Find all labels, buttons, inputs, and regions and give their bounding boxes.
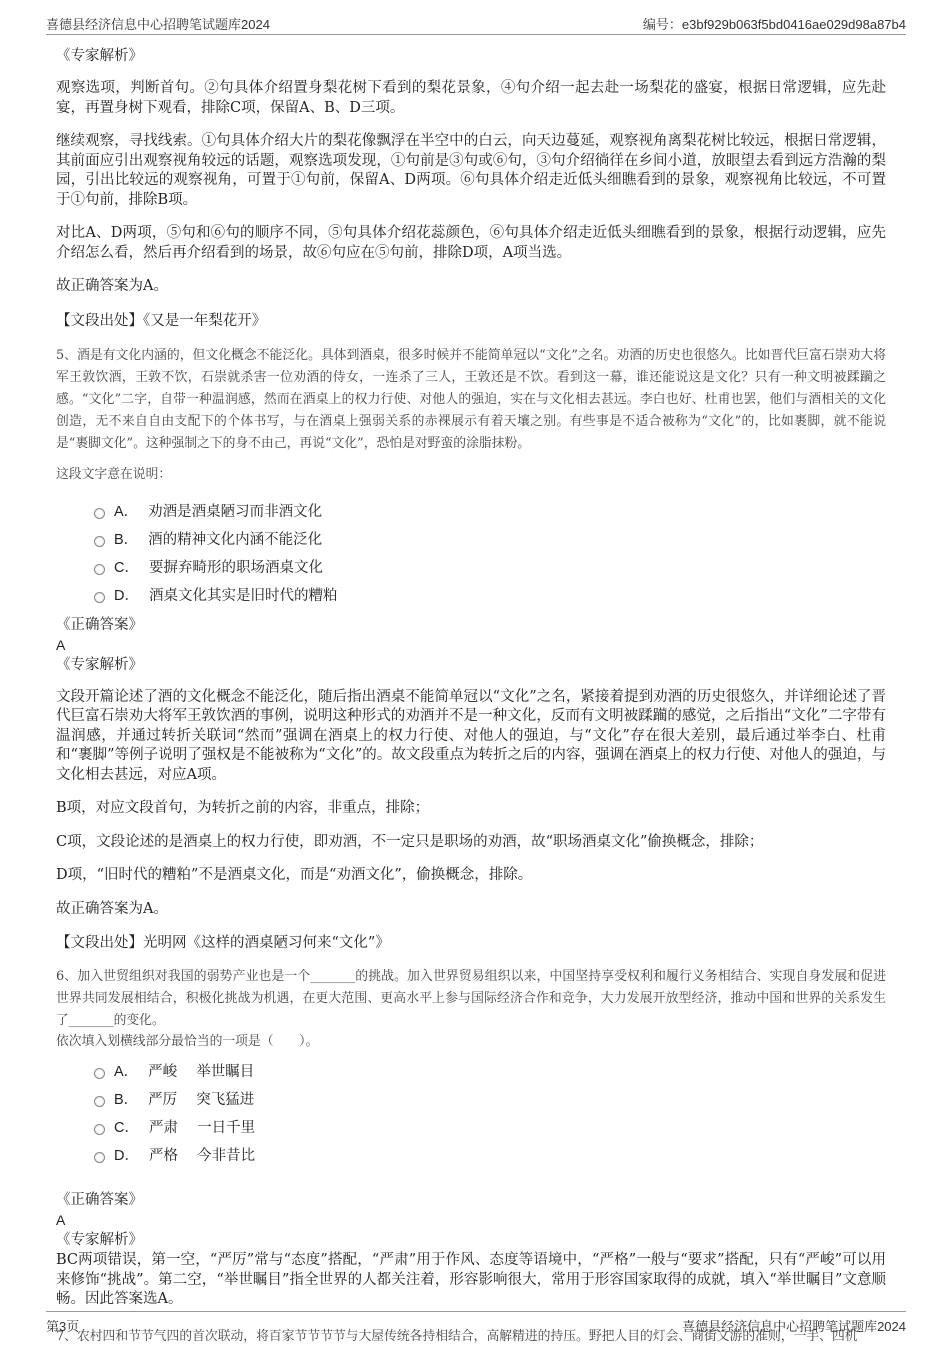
- radio-icon[interactable]: [94, 1068, 105, 1079]
- q4-analysis-para-3: 对比A、D两项，⑤句和⑥句的顺序不同，⑤句具体介绍花蕊颜色，⑥句具体介绍走近低头细瞧看到的景象，根据行动逻辑，应先介绍怎么看，然后再介绍看到的场景，故⑥句应在⑤句前，排除D项，A项当选。: [56, 225, 886, 261]
- radio-icon[interactable]: [94, 592, 105, 603]
- radio-icon[interactable]: [94, 1096, 105, 1107]
- radio-icon[interactable]: [94, 536, 105, 547]
- radio-icon[interactable]: [94, 564, 105, 575]
- q4-analysis-para-1: 观察选项，判断首句。②句具体介绍置身梨花树下看到的梨花景象，④句介绍一起去赴一场梨花的盛宴，根据日常逻辑，应先赴宴，再置身树下观看，排除C项，保留A、B、D三项。: [56, 80, 886, 116]
- q6-option-c[interactable]: C． 严肃 一日千里: [94, 1112, 886, 1140]
- q5-option-d[interactable]: D． 酒桌文化其实是旧时代的糟粕: [94, 581, 886, 609]
- q7-partial-text: 7、农村四和节节气四的首次联动，将百家节节节节与大屋传统各持相结合，高解精进的持压。野把人目的灯会、商街文游的准则，一手、四机: [56, 1328, 858, 1344]
- q4-analysis-para-2: 继续观察，寻找线索。①句具体介绍大片的梨花像飘浮在半空中的白云，向天边蔓延，观察视角离梨花树比较远，根据日常逻辑，其前面应引出观察视角较远的话题，观察选项发现，①句前是③句或⑥句，③句介绍徜徉在乡间小道，放眼望去看到远方浩瀚的梨园，引出比较远的观察视角，可置于①句前，保留A、D两项。⑥句具体介绍走近低头细瞧看到的景象，观察视角比较远，不可置于①句前，排除B项。: [56, 133, 886, 208]
- q6-option-b[interactable]: B． 严厉 突飞猛进: [94, 1084, 886, 1112]
- q5-option-b[interactable]: B． 酒的精神文化内涵不能泛化: [94, 525, 886, 553]
- q6-answer-label: 《正确答案》: [56, 1192, 143, 1208]
- q6-options: [56, 1056, 886, 1168]
- q5-option-a[interactable]: A． 劝酒是酒桌陋习而非酒文化: [94, 497, 886, 525]
- q4-source: 【文段出处】《又是一年梨花开》: [56, 312, 267, 329]
- q5-answer-label: 《正确答案》: [56, 616, 143, 633]
- q4-conclusion: 故正确答案为A。: [56, 278, 168, 294]
- q5-analysis-label: 《专家解析》: [56, 656, 143, 673]
- q6-option-d[interactable]: D． 严格 今非昔比: [94, 1140, 886, 1168]
- q5-prompt: 这段文字意在说明：: [56, 466, 172, 482]
- q5-option-c[interactable]: C． 要摒弃畸形的职场酒桌文化: [94, 553, 886, 581]
- q5-options: [56, 497, 886, 609]
- q6-analysis-label: 《专家解析》: [56, 1232, 143, 1248]
- radio-icon[interactable]: [94, 1124, 105, 1135]
- q6-prompt: 依次填入划横线部分最恰当的一项是（ ）。: [56, 1034, 319, 1049]
- q5-analysis-para-1: 文段开篇论述了酒的文化概念不能泛化，随后指出酒桌不能简单冠以“文化”之名，紧接着提到劝酒的历史很悠久，并详细论述了晋代巨富石崇劝大将军王敦饮酒的事例，说明这种形式的劝酒并不是一种文化，反而有文明被蹂躏的感觉，之后指出“文化”二字带有温润感，并通过转折关联词“然而”强调在酒桌上的权力行使、对他人的强迫，与“文化”存在很大差别，最后通过举李白、杜甫和“裹脚”等例子说明了强权是不能被称为“文化”的。故文段重点为转折之后的内容，强调在酒桌上的权力行使、对他人的强迫，与文化相去甚远，对应A项。: [56, 688, 886, 783]
- q5-conclusion: 故正确答案为A。: [56, 900, 168, 917]
- header-doc-id: 编号：e3bf929b063f5bd0416ae029d98a87b4: [642, 17, 906, 32]
- q4-analysis-label: 《专家解析》: [56, 48, 143, 64]
- q5-source: 【文段出处】光明网《这样的酒桌陋习何来“文化”》: [56, 935, 390, 951]
- page-header: [46, 14, 906, 35]
- header-title: 喜德县经济信息中心招聘笔试题库2024: [46, 17, 270, 32]
- q6-analysis: BC两项错误，第一空，“严厉”常与“态度”搭配，“严肃”用于作风、态度等语境中，“严格”一般与“要求”搭配，只有“严峻”可以用来修饰“挑战”。第二空，“举世瞩目”指全世界的人都关注着，形容影响很大，常用于形容国家取得的成就，填入“举世瞩目”文意顺畅。因此答案选A。: [56, 1252, 886, 1307]
- q6-option-a[interactable]: A． 严峻 举世瞩目: [94, 1056, 886, 1084]
- radio-icon[interactable]: [94, 1152, 105, 1163]
- page-number: 第3页: [46, 1319, 80, 1334]
- page-footer: [46, 1311, 906, 1338]
- radio-icon[interactable]: [94, 508, 105, 519]
- q5-question-text: 5、酒是有文化内涵的，但文化概念不能泛化。具体到酒桌，很多时候并不能简单冠以“文化”之名。劝酒的历史也很悠久。比如晋代巨富石崇劝大将军王敦饮酒，王敦不饮，石崇就杀害一位劝酒的侍女，一连杀了三人，王敦还是不饮。看到这一幕，谁还能说这是文化？只有一种文明被蹂躏之感。“文化”二字，自带一种温润感，然而在酒桌上的权力行使、对他人的强迫，实在与文化相去甚远。李白也好、杜甫也罢，他们与酒相关的文化创造，无不来自自由支配下的个体书写，与在酒桌上强弱关系的赤裸展示有着天壤之别。有些事是不适合被称为“文化”的，比如裹脚，就不能说是“裹脚文化”。这种强制之下的身不由己，再说“文化”，恐怕是对野蛮的涂脂抹粉。: [56, 347, 886, 451]
- q5-analysis-para-3: C项，文段论述的是酒桌上的权力行使，即劝酒，不一定只是职场的劝酒，故“职场酒桌文化”偷换概念，排除；: [56, 833, 764, 850]
- footer-title: 喜德县经济信息中心招聘笔试题库2024: [682, 1319, 906, 1334]
- q6-answer: A: [56, 1212, 66, 1228]
- q6-question-text: 6、加入世贸组织对我国的弱势产业也是一个_______的挑战。加入世界贸易组织以来，中国坚持享受权利和履行义务相结合、实现自身发展和促进世界共同发展相结合，积极化挑战为机遇，在更大范围、更高水平上参与国际经济合作和竞争，大力发展开放型经济，推动中国和世界的关系发生了_______的变化。: [56, 969, 886, 1028]
- q5-answer: A: [56, 636, 66, 653]
- q5-analysis-para-4: D项，“旧时代的糟粕”不是酒桌文化，而是“劝酒文化”，偷换概念，排除。: [56, 867, 533, 883]
- q5-analysis-para-2: B项，对应文段首句，为转折之前的内容，非重点，排除；: [56, 800, 430, 816]
